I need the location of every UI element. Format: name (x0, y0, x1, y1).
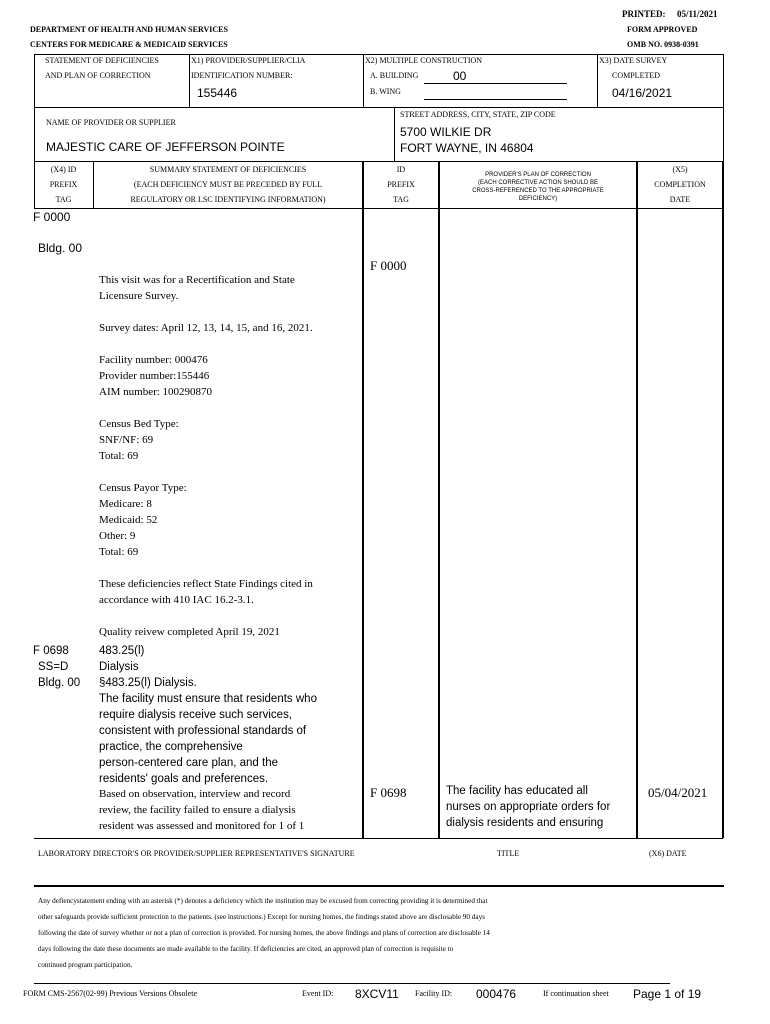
entry1-text (99, 272, 361, 656)
bed-total: Total: 69 (99, 450, 139, 462)
text-line: Licensure Survey. (99, 290, 179, 302)
text-line: residents' goals and preferences. (99, 773, 269, 785)
text-line: resident was assessed and monitored for 1 of 1 (99, 820, 305, 832)
rule (722, 161, 724, 838)
text-line: person-centered care plan, and the (99, 757, 279, 769)
provider-name: MAJESTIC CARE OF JEFFERSON POINTE (46, 140, 285, 154)
continuation-label: If continuation sheet (543, 989, 609, 998)
date-label: (X6) DATE (649, 849, 687, 858)
disclaimer-line: other safeguards provide sufficient protection to the patients. (see instructions.) Except for nursing homes, the findings stated above are disclosable 90 days (38, 913, 485, 921)
rule (438, 161, 440, 838)
provider-number: Provider number:155446 (99, 370, 210, 382)
completion-date: 05/04/2021 (648, 785, 708, 800)
medicare: Medicare: 8 (99, 498, 152, 510)
facility-id-label: Facility ID: (415, 989, 453, 998)
summary-header-2: (EACH DEFICIENCY MUST BE PRECEDED BY FULL (133, 180, 323, 189)
text-line: practice, the comprehensive (99, 741, 243, 753)
text-line: This visit was for a Recertification and State (99, 274, 295, 286)
plan-header-2: (EACH CORRECTIVE ACTION SHOULD BE (477, 180, 599, 186)
text-line: These deficiencies reflect State Findings cited in (99, 578, 313, 590)
title-label: TITLE (497, 849, 520, 858)
id-header: ID (396, 165, 406, 174)
rule (34, 107, 723, 108)
text-line: consistent with professional standards of (99, 725, 307, 737)
rule (723, 54, 724, 107)
x5-header-2: COMPLETION (654, 180, 706, 189)
rule (394, 107, 395, 161)
address-label: STREET ADDRESS, CITY, STATE, ZIP CODE (400, 110, 556, 119)
provider-name-label: NAME OF PROVIDER OR SUPPLIER (46, 118, 176, 127)
facility-id: 000476 (476, 987, 517, 1001)
statement-label: STATEMENT OF DEFICIENCIES (45, 56, 159, 65)
text-line: The facility must ensure that residents who (99, 693, 317, 705)
regulation-number: 483.25(l) (99, 645, 145, 657)
form-approved: FORM APPROVED (627, 25, 698, 34)
wing-label: B. WING (370, 87, 401, 96)
id-header-3: TAG (393, 195, 409, 204)
census-bed-type: Census Bed Type: (99, 418, 179, 430)
bldg-label: Bldg. 00 (38, 241, 83, 255)
printed-date: 05/11/2021 (677, 9, 718, 19)
tag-f0000: F 0000 (33, 210, 71, 224)
census-payor-type: Census Payor Type: (99, 482, 187, 494)
disclaimer-line: continued program participation. (38, 961, 133, 969)
building-value: 00 (453, 69, 467, 83)
disclaimer-line: days following the date these documents are made available to the facility. If deficiencies are cited, an approved plan of correction is requisite to (38, 945, 454, 953)
plan-line: The facility has educated all (446, 785, 588, 797)
address-line-2: FORT WAYNE, IN 46804 (400, 141, 534, 155)
rule (34, 54, 35, 107)
rule (34, 107, 35, 161)
rule (636, 161, 638, 838)
rule (723, 107, 724, 161)
plan-line: dialysis residents and ensuring (446, 817, 604, 829)
tag-f0698: F 0698 (33, 645, 69, 657)
other: Other: 9 (99, 530, 136, 542)
omb-number: OMB NO. 0938-0391 (627, 40, 699, 49)
department-heading: DEPARTMENT OF HEALTH AND HUMAN SERVICES (30, 25, 228, 34)
x3-label: X3) DATE SURVEY (599, 56, 668, 65)
rule (93, 161, 94, 208)
x5-header: (X5) (672, 165, 688, 174)
event-id: 8XCV11 (355, 987, 399, 1001)
entry2-findings (99, 786, 361, 834)
summary-header: SUMMARY STATEMENT OF DEFICIENCIES (149, 165, 307, 174)
right-tag-f0698: F 0698 (370, 785, 407, 800)
aim-number: AIM number: 100290870 (99, 386, 213, 398)
address-line-1: 5700 WILKIE DR (400, 125, 492, 139)
plan-header-4: DEFICIENCY) (518, 196, 558, 202)
x4-header-2: PREFIX (49, 180, 78, 189)
x5-header-3: DATE (669, 195, 691, 204)
disclaimer (38, 893, 728, 973)
rule (34, 885, 724, 887)
disclaimer-line: following the date of survey whether or not a plan of correction is provided. For nursing homes, the above findings and plans of correction are disclosable 14 (38, 929, 490, 937)
centers-heading: CENTERS FOR MEDICARE & MEDICAID SERVICES (30, 40, 228, 49)
plan-header-3: CROSS-REFERENCED TO THE APPROPRIATE (472, 188, 604, 194)
wing-underline (424, 99, 567, 100)
payor-total: Total: 69 (99, 546, 139, 558)
building-underline (424, 83, 567, 84)
quality-review: Quality reivew completed April 19, 2021 (99, 626, 280, 638)
rule (34, 54, 723, 55)
rule (34, 161, 723, 162)
text-line: accordance with 410 IAC 16.2-3.1. (99, 594, 254, 606)
survey-dates: Survey dates: April 12, 13, 14, 15, and 16, 2021. (99, 322, 313, 334)
bldg-label: Bldg. 00 (38, 677, 81, 689)
rule (363, 54, 364, 107)
x1-label-2: IDENTIFICATION NUMBER: (191, 71, 293, 80)
facility-number: Facility number: 000476 (99, 354, 208, 366)
signature-label: LABORATORY DIRECTOR'S OR PROVIDER/SUPPLIER REPRESENTATIVE'S SIGNATURE (38, 849, 355, 858)
summary-header-3: REGULATORY OR LSC IDENTIFYING INFORMATION) (130, 195, 326, 204)
x1-label: X1) PROVIDER/SUPPLIER/CLIA (191, 56, 306, 65)
snf-nf: SNF/NF: 69 (99, 434, 154, 446)
regulation-title: Dialysis (99, 661, 139, 673)
x4-header: (X4) ID (50, 165, 77, 174)
x2-label: X2) MULTIPLE CONSTRUCTION (365, 56, 483, 65)
provider-id: 155446 (197, 86, 238, 100)
event-id-label: Event ID: (302, 989, 334, 998)
x4-header-3: TAG (55, 195, 72, 204)
printed-label: PRINTED: (622, 9, 666, 19)
severity-scope: SS=D (38, 661, 69, 673)
regulation-ref: §483.25(l) Dialysis. (99, 677, 197, 689)
statement-label-2: AND PLAN OF CORRECTION (45, 71, 151, 80)
entry2-tag-block (33, 643, 91, 691)
form-number: FORM CMS-2567(02-99) Previous Versions Obsolete (23, 989, 198, 998)
plan-of-correction (446, 783, 634, 831)
rule (34, 208, 723, 209)
rule (34, 838, 723, 839)
rule (189, 54, 190, 107)
building-label: A. BUILDING (370, 71, 419, 80)
text-line: require dialysis receive such services, (99, 709, 293, 721)
page-number: Page 1 of 19 (633, 987, 702, 1001)
rule (34, 983, 670, 984)
medicaid: Medicaid: 52 (99, 514, 158, 526)
disclaimer-line: Any defiencystatement ending with an asterisk (*) denotes a deficiency which the institution may be excused from correcting providing it is determined that (38, 897, 488, 905)
plan-line: nurses on appropriate orders for (446, 801, 611, 813)
x3-label-2: COMPLETED (612, 71, 660, 80)
plan-header: PROVIDER'S PLAN OF CORRECTION (485, 172, 591, 178)
rule (362, 161, 364, 838)
text-line: review, the facility failed to ensure a dialysis (99, 804, 296, 816)
id-header-2: PREFIX (387, 180, 415, 189)
rule (597, 54, 598, 107)
text-line: Based on observation, interview and record (99, 788, 291, 800)
entry2-summary (99, 643, 361, 787)
survey-date: 04/16/2021 (612, 86, 673, 100)
right-tag-f0000: F 0000 (370, 258, 407, 273)
